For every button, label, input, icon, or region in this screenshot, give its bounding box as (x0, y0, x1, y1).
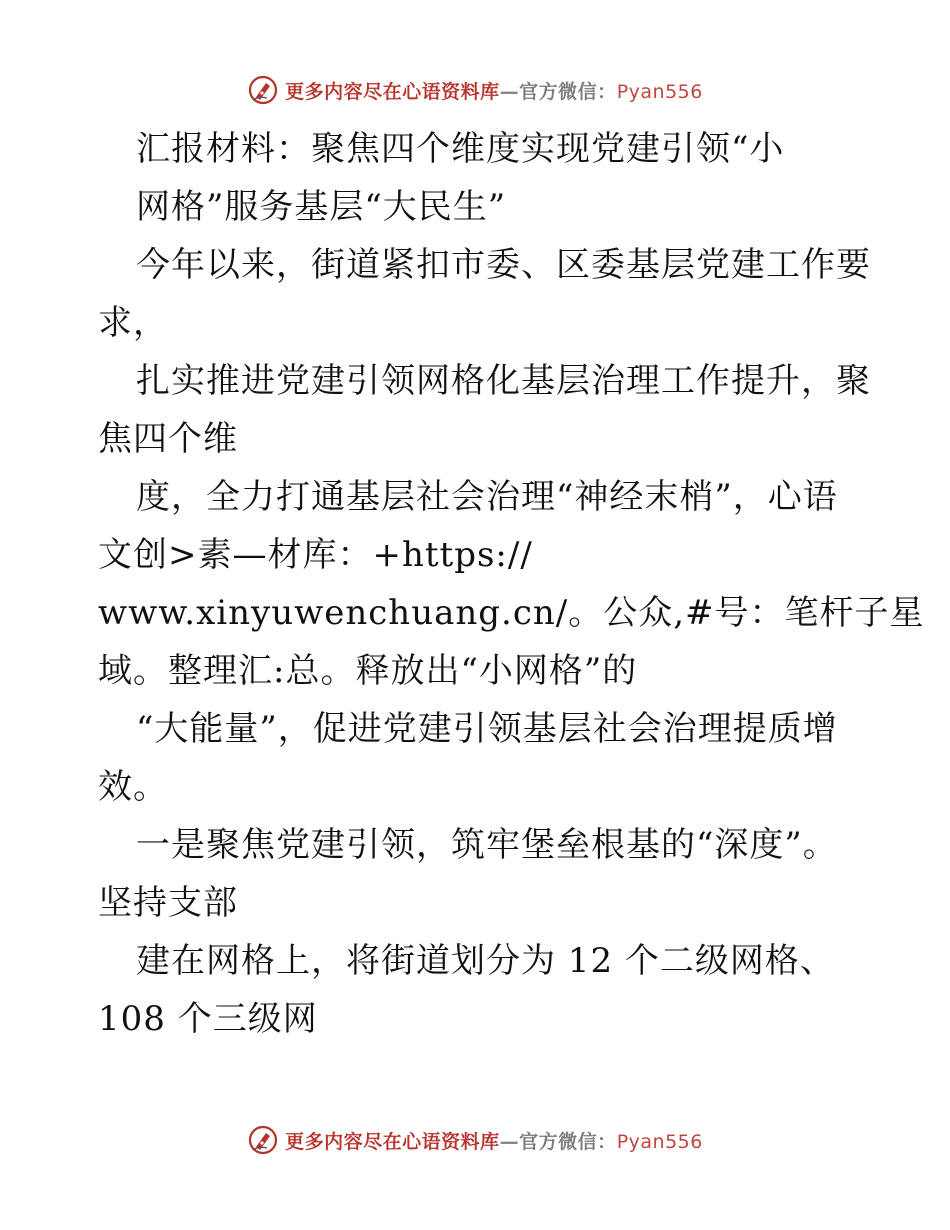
doc-line: 焦四个维 (98, 419, 238, 459)
doc-line: 108 个三级网 (98, 999, 318, 1039)
doc-line: 今年以来，街道紧扣市委、区委基层党建工作要 (136, 245, 871, 285)
watermark-label: 官方微信： (519, 1130, 617, 1153)
watermark-separator: — (499, 80, 520, 103)
watermark-main-text: 更多内容尽在心语资料库 (285, 80, 500, 103)
watermark-account-id: Pyan556 (616, 80, 703, 103)
watermark-main-text: 更多内容尽在心语资料库 (285, 1130, 500, 1153)
doc-line: “大能量”，促进党建引领基层社会治理提质增 (136, 709, 838, 749)
doc-line: 域。整理汇:总。释放出“小网格”的 (98, 651, 638, 691)
doc-title-line-1: 汇报材料：聚焦四个维度实现党建引领“小 (136, 129, 785, 169)
doc-line: 建在网格上，将街道划分为 12 个二级网格、 (136, 941, 835, 981)
doc-line: 度，全力打通基层社会治理“神经末梢”，心语 (136, 477, 838, 517)
watermark-separator: — (499, 1130, 520, 1153)
header-watermark (0, 70, 950, 110)
doc-line: 求， (98, 303, 168, 343)
footer-watermark (0, 1120, 950, 1160)
pen-nib-logo-icon (247, 74, 279, 106)
doc-line: 效。 (98, 767, 168, 807)
doc-line: 坚持支部 (98, 883, 238, 923)
doc-line: 扎实推进党建引领网格化基层治理工作提升，聚 (136, 361, 871, 401)
pen-nib-logo-icon (247, 1124, 279, 1156)
watermark-text (285, 77, 703, 104)
watermark-label: 官方微信： (519, 80, 617, 103)
doc-line: 一是聚焦党建引领，筑牢堡垒根基的“深度”。 (136, 825, 838, 865)
watermark-account-id: Pyan556 (616, 1130, 703, 1153)
doc-title-line-2: 网格”服务基层“大民生” (136, 187, 507, 227)
watermark-text (285, 1127, 703, 1154)
doc-line: 文创>素—材库：+https:// (98, 535, 533, 575)
doc-line: www.xinyuwenchuang.cn/。公众,#号：笔杆子星 (98, 593, 925, 633)
